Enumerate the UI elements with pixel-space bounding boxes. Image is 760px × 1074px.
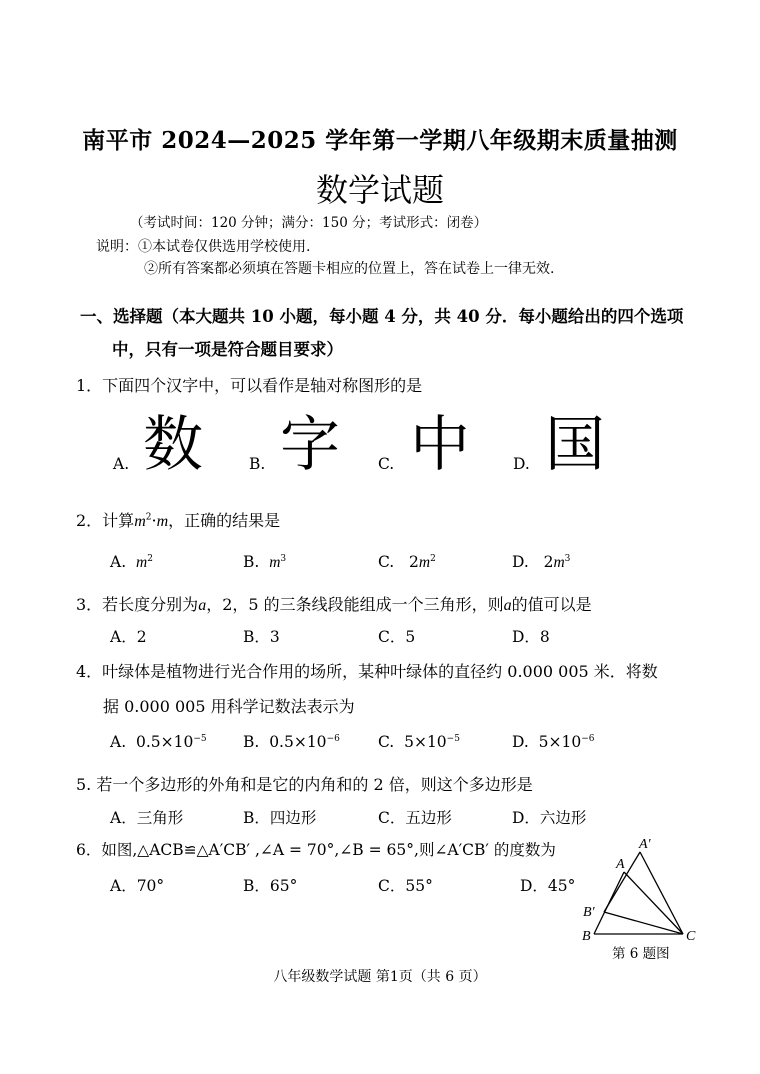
q2-d-base: m [553, 554, 565, 571]
q2-dot: · [151, 511, 157, 530]
q2-option-d [512, 553, 570, 572]
fig-segment-a-prime-c [640, 852, 683, 934]
q5-option-d: D．六边形 [512, 809, 587, 827]
q2-var: m [156, 513, 169, 530]
q5-option-c: C．五边形 [378, 809, 452, 827]
q2-option-c [378, 553, 436, 572]
q2-stem-pre: 2．计算 [76, 511, 135, 530]
q2-b-base: m [269, 554, 281, 571]
exam-info: （考试时间：120 分钟；满分：150 分；考试形式：闭卷） [130, 215, 488, 231]
note-2: ②所有答案都必须填在答题卡相应的位置上，答在试卷上一律无效. [144, 261, 555, 277]
q3-option-b: B．3 [243, 628, 280, 646]
q4-a-exp: −5 [193, 733, 207, 744]
q2-d-coef: 2 [543, 553, 554, 571]
q1-option-c-label: C. [378, 455, 395, 473]
subject-title: 数学试题 [315, 171, 444, 209]
q2-c-exp: 2 [430, 553, 436, 564]
fig-label-a: A [616, 857, 625, 872]
q2-c-base: m [418, 554, 431, 571]
fig-segment-ac [624, 872, 683, 934]
q1-option-d-label: D. [513, 455, 530, 473]
q2-base: m [134, 513, 146, 530]
q2-a-exp: 2 [147, 553, 153, 564]
q4-option-b [243, 733, 340, 751]
note-label: 说明： [96, 239, 138, 255]
q1-stem: 1．下面四个汉字中，可以看作是轴对称图形的是 [76, 376, 423, 395]
q6-option-b: B．65° [243, 877, 298, 895]
q4-b-exp: −6 [326, 733, 340, 744]
q2-c-coef: 2 [409, 553, 419, 571]
q3-stem-post: 的值可以是 [511, 595, 592, 614]
q1-option-b-label: B. [249, 455, 266, 473]
q3-stem-pre: 3．若长度分别为 [76, 595, 199, 614]
q4-option-d [512, 733, 595, 751]
q4-d-exp: −6 [581, 733, 595, 744]
q2-option-a [110, 553, 153, 572]
q2-b-label: B. [243, 553, 260, 571]
q4-option-c [378, 733, 460, 751]
q1-option-d-char: 国 [545, 410, 605, 480]
q5-option-b: B．四边形 [243, 809, 317, 827]
q6-option-c: C．55° [378, 877, 433, 895]
q2-option-b [243, 553, 286, 572]
q4-d-label: D. [512, 733, 529, 751]
exam-title: 南平市 2024—2025 学年第一学期八年级期末质量抽测 [82, 127, 678, 154]
q3-var2: a [503, 597, 512, 614]
q4-stem-line1: 4．叶绿体是植物进行光合作用的场所，某种叶绿体的直径约 0.000 005 米．将数 [76, 662, 658, 681]
note-block [96, 236, 310, 256]
q1-option-a-label: A. [113, 455, 130, 473]
note-1: ①本试卷仅供选用学校使用. [138, 239, 311, 255]
q4-c-val: 5×10 [404, 733, 447, 751]
q1-option-a-char: 数 [143, 410, 203, 480]
q4-a-val: 0.5×10 [135, 733, 194, 751]
section-heading-line1: 一、选择题（本大题共 10 小题，每小题 4 分，共 40 分．每小题给出的四个选项 [80, 307, 684, 326]
q3-option-d: D．8 [512, 628, 550, 646]
q3-stem [76, 592, 592, 615]
q2-stem-post: ，正确的结果是 [168, 511, 281, 530]
q5-option-a: A．三角形 [110, 809, 184, 827]
q6-stem: 6．如图,△ACB≌△A′CB′ ,∠A = 70°,∠B = 65°,则∠A′CB′ 的度数为 [76, 841, 556, 859]
q4-d-val: 5×10 [538, 733, 582, 751]
q2-d-label: D. [512, 553, 529, 571]
q2-d-exp: 3 [564, 553, 571, 564]
q6-option-a: A．70° [110, 877, 165, 895]
q3-option-c: C．5 [378, 628, 416, 646]
q2-c-label: C. [378, 553, 395, 571]
q4-c-exp: −5 [446, 733, 460, 744]
q4-option-a [110, 733, 207, 751]
q2-b-exp: 3 [280, 553, 287, 564]
q2-stem [76, 508, 280, 531]
fig-label-b: B [582, 929, 591, 944]
fig-label-b-prime: B′ [583, 905, 595, 920]
q4-b-label: B. [243, 733, 260, 751]
q3-var: a [198, 597, 207, 614]
q1-option-c-char: 中 [410, 410, 470, 480]
q3-stem-mid: ，2，5 的三条线段能组成一个三角形，则 [206, 595, 504, 614]
q4-b-val: 0.5×10 [269, 733, 327, 751]
q2-a-base: m [135, 554, 148, 571]
q6-option-d: D．45° [520, 877, 576, 895]
q2-a-label: A. [110, 553, 127, 571]
q6-figure-caption: 第 6 题图 [612, 946, 670, 962]
section-heading-line2: 中，只有一项是符合题目要求） [112, 340, 343, 359]
fig-label-a-prime: A′ [639, 837, 651, 852]
fig-label-c: C [686, 929, 696, 944]
q4-stem-line2: 据 0.000 005 用科学记数法表示为 [103, 697, 355, 716]
q5-stem: 5. 若一个多边形的外角和是它的内角和的 2 倍，则这个多边形是 [76, 775, 533, 794]
fig-segment-b-prime-c [604, 912, 683, 934]
q3-option-a: A．2 [110, 628, 147, 646]
q4-c-label: C. [378, 733, 395, 751]
q4-a-label: A. [110, 733, 127, 751]
q2-exp: 2 [145, 512, 152, 523]
page-footer: 八年级数学试题 第1页（共 6 页） [273, 969, 487, 985]
q1-option-b-char: 字 [280, 410, 340, 480]
